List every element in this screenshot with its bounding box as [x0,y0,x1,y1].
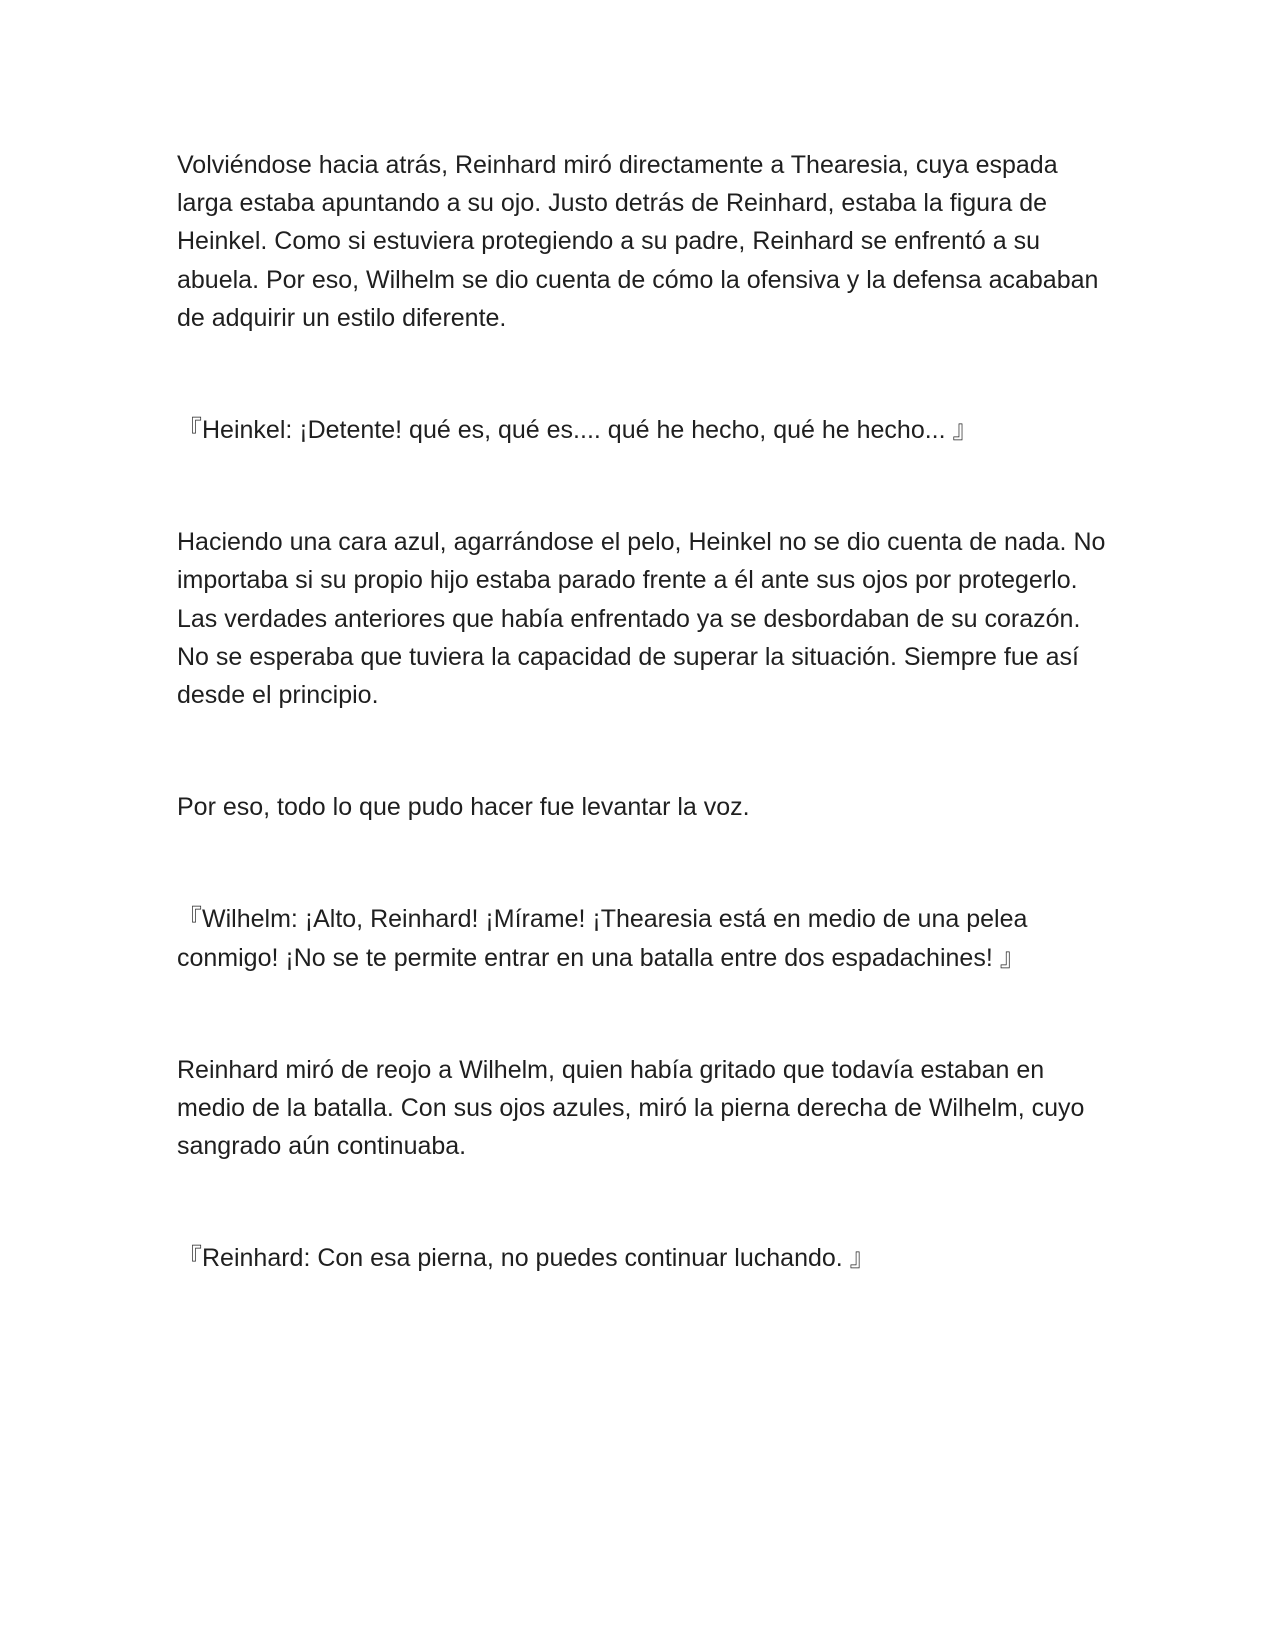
paragraph-dialogue-heinkel: 『Heinkel: ¡Detente! qué es, qué es.... qué he hecho, qué he hecho... 』 [177,416,978,445]
paragraph-narration-3: Por eso, todo lo que pudo hacer fue levantar la voz. [177,793,750,822]
paragraph-dialogue-wilhelm: 『Wilhelm: ¡Alto, Reinhard! ¡Mírame! ¡Thearesia está en medio de una pelea conmigo! ¡No se te permite entrar en una batalla entre dos espadachines! 』 [177,905,1028,972]
paragraph-dialogue-reinhard: 『Reinhard: Con esa pierna, no puedes continuar luchando. 』 [177,1244,875,1273]
paragraph-narration-4: Reinhard miró de reojo a Wilhelm, quien había gritado que todavía estaban en medio de la batalla. Con sus ojos azules, miró la pierna derecha de Wilhelm, cuyo sangrado aún continuaba. [177,1055,1085,1161]
paragraph-narration-2: Haciendo una cara azul, agarrándose el pelo, Heinkel no se dio cuenta de nada. No importaba si su propio hijo estaba parado frente a él ante sus ojos por protegerlo. Las verdades anteriores que había enfrentado ya se desbordaban de su corazón. No se esperaba que tuviera la capacidad de superar la situación. Siempre fue así desde el principio. [177,528,1106,710]
document-body [177,146,1107,1278]
paragraph-narration-1: Volviéndose hacia atrás, Reinhard miró directamente a Thearesia, cuya espada larga estaba apuntando a su ojo. Justo detrás de Reinhard, estaba la figura de Heinkel. Como si estuviera protegiendo a su padre, Reinhard se enfrentó a su abuela. Por eso, Wilhelm se dio cuenta de cómo la ofensiva y la defensa acababan de adquirir un estilo diferente. [177,151,1099,332]
